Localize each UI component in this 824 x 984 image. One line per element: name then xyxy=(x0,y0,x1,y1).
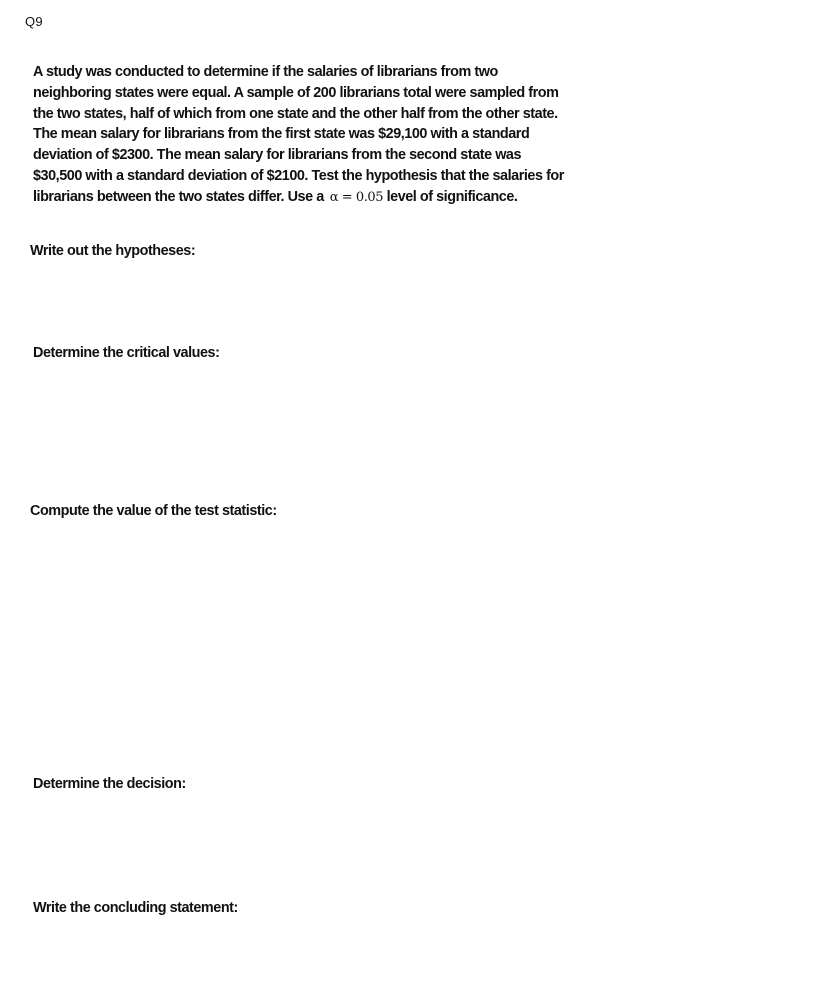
decision-prompt: Determine the decision: xyxy=(33,776,186,792)
critical-values-answer-area[interactable] xyxy=(30,370,630,495)
alpha-expression: α = 0.05 xyxy=(329,189,384,205)
decision-answer-area[interactable] xyxy=(30,801,630,893)
problem-line-text: librarians between the two states differ. Use a xyxy=(33,188,324,205)
problem-line-last xyxy=(33,187,643,209)
conclusion-answer-area[interactable] xyxy=(30,925,630,980)
problem-line: deviation of $2300. The mean salary for librarians from the second state was xyxy=(33,147,522,164)
problem-line: the two states, half of which from one state and the other half from the other state. xyxy=(33,105,558,122)
test-statistic-answer-area[interactable] xyxy=(30,528,630,768)
test-statistic-prompt: Compute the value of the test statistic: xyxy=(30,503,277,519)
question-number: Q9 xyxy=(25,14,43,29)
conclusion-prompt: Write the concluding statement: xyxy=(33,900,238,916)
problem-line: A study was conducted to determine if the salaries of librarians from two xyxy=(33,64,498,80)
problem-line: $30,500 with a standard deviation of $2100. Test the hypothesis that the salaries for xyxy=(33,167,564,184)
problem-line-tail: level of significance. xyxy=(383,188,518,205)
problem-line: neighboring states were equal. A sample of 200 librarians total were sampled from xyxy=(33,84,559,101)
problem-line: The mean salary for librarians from the first state was $29,100 with a standard xyxy=(33,126,530,143)
hypotheses-answer-area[interactable] xyxy=(30,268,630,338)
hypotheses-prompt: Write out the hypotheses: xyxy=(30,243,196,259)
problem-statement xyxy=(33,62,643,209)
critical-values-prompt: Determine the critical values: xyxy=(33,345,220,361)
